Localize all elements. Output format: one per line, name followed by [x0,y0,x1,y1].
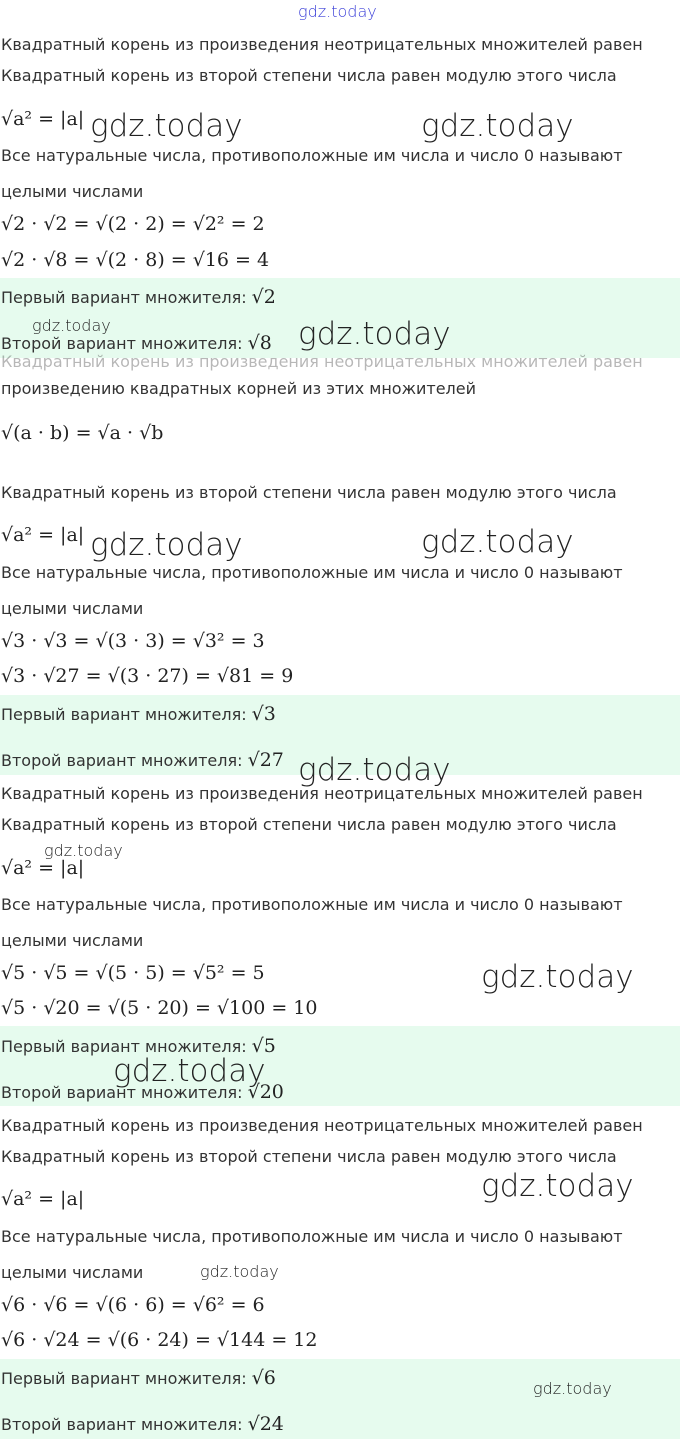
watermark: gdz.today [298,752,451,788]
watermark: gdz.today [44,841,123,860]
integers-definition-cont: целыми числами [1,599,144,618]
first-factor-label: Первый вариант множителя: [1,705,247,724]
second-factor-label: Второй вариант множителя: [1,334,243,353]
first-factor-answer [1,1368,276,1389]
second-factor-label: Второй вариант множителя: [1,1415,243,1434]
first-factor-value: √5 [251,1035,276,1057]
integers-definition-cont: целыми числами [1,931,144,950]
second-factor-label: Второй вариант множителя: [1,751,243,770]
intro-line: произведению квадратных корней из этих множителей [1,379,477,398]
calculation-line: √6 · √6 = √(6 · 6) = √6² = 6 [1,1294,265,1316]
second-factor-answer [1,750,284,771]
watermark: gdz.today [421,524,574,560]
watermark: gdz.today [113,1053,266,1089]
calculation-line: √3 · √3 = √(3 · 3) = √3² = 3 [1,630,265,652]
first-factor-answer [1,287,276,308]
abs-intro: Квадратный корень из второй степени числа равен модулю этого числа [1,483,617,502]
watermark: gdz.today [298,2,377,21]
integers-definition: Все натуральные числа, противоположные им числа и число 0 называют [1,1227,623,1246]
calculation-line: √5 · √5 = √(5 · 5) = √5² = 5 [1,962,265,984]
second-factor-answer [1,333,272,354]
second-factor-value: √8 [247,332,272,354]
watermark: gdz.today [481,1168,634,1204]
first-factor-label: Первый вариант множителя: [1,1369,247,1388]
calculation-line: √3 · √27 = √(3 · 27) = √81 = 9 [1,665,294,687]
calculation-line: √5 · √20 = √(5 · 20) = √100 = 10 [1,997,318,1019]
intro-line: Квадратный корень из второй степени числа равен модулю этого числа [1,1147,617,1166]
intro-line: Квадратный корень из второй степени числа равен модулю этого числа [1,66,617,85]
watermark: gdz.today [90,108,243,144]
abs-formula: √a² = |a| [1,857,85,879]
first-factor-label: Первый вариант множителя: [1,1037,247,1056]
second-factor-label: Второй вариант множителя: [1,1083,243,1102]
intro-line: Квадратный корень из произведения неотрицательных множителей равен [1,35,643,54]
integers-definition-cont: целыми числами [1,1263,144,1282]
calculation-line: √2 · √2 = √(2 · 2) = √2² = 2 [1,213,265,235]
intro-line: Квадратный корень из произведения неотрицательных множителей равен [1,352,643,371]
integers-definition-cont: целыми числами [1,182,144,201]
integers-definition: Все натуральные числа, противоположные им числа и число 0 называют [1,563,623,582]
integers-definition: Все натуральные числа, противоположные им числа и число 0 называют [1,895,623,914]
second-factor-value: √27 [247,749,284,771]
watermark: gdz.today [421,108,574,144]
product-formula: √(a · b) = √a · √b [1,422,164,444]
abs-formula: √a² = |a| [1,524,85,546]
watermark: gdz.today [533,1379,612,1398]
integers-definition: Все натуральные числа, противоположные им числа и число 0 называют [1,146,623,165]
watermark: gdz.today [481,959,634,995]
intro-line: Квадратный корень из второй степени числа равен модулю этого числа [1,815,617,834]
calculation-line: √2 · √8 = √(2 · 8) = √16 = 4 [1,249,270,271]
intro-line: Квадратный корень из произведения неотрицательных множителей равен [1,784,643,803]
abs-formula: √a² = |a| [1,108,85,130]
intro-line: Квадратный корень из произведения неотрицательных множителей равен [1,1116,643,1135]
first-factor-label: Первый вариант множителя: [1,288,247,307]
watermark: gdz.today [200,1262,279,1281]
second-factor-answer [1,1414,284,1435]
second-factor-value: √24 [247,1413,284,1435]
first-factor-value: √6 [251,1367,276,1389]
calculation-line: √6 · √24 = √(6 · 24) = √144 = 12 [1,1329,318,1351]
first-factor-value: √2 [251,286,276,308]
watermark: gdz.today [298,316,451,352]
watermark: gdz.today [32,316,111,335]
first-factor-answer [1,704,276,725]
second-factor-value: √20 [247,1081,284,1103]
watermark: gdz.today [90,527,243,563]
abs-formula: √a² = |a| [1,1188,85,1210]
first-factor-value: √3 [251,703,276,725]
